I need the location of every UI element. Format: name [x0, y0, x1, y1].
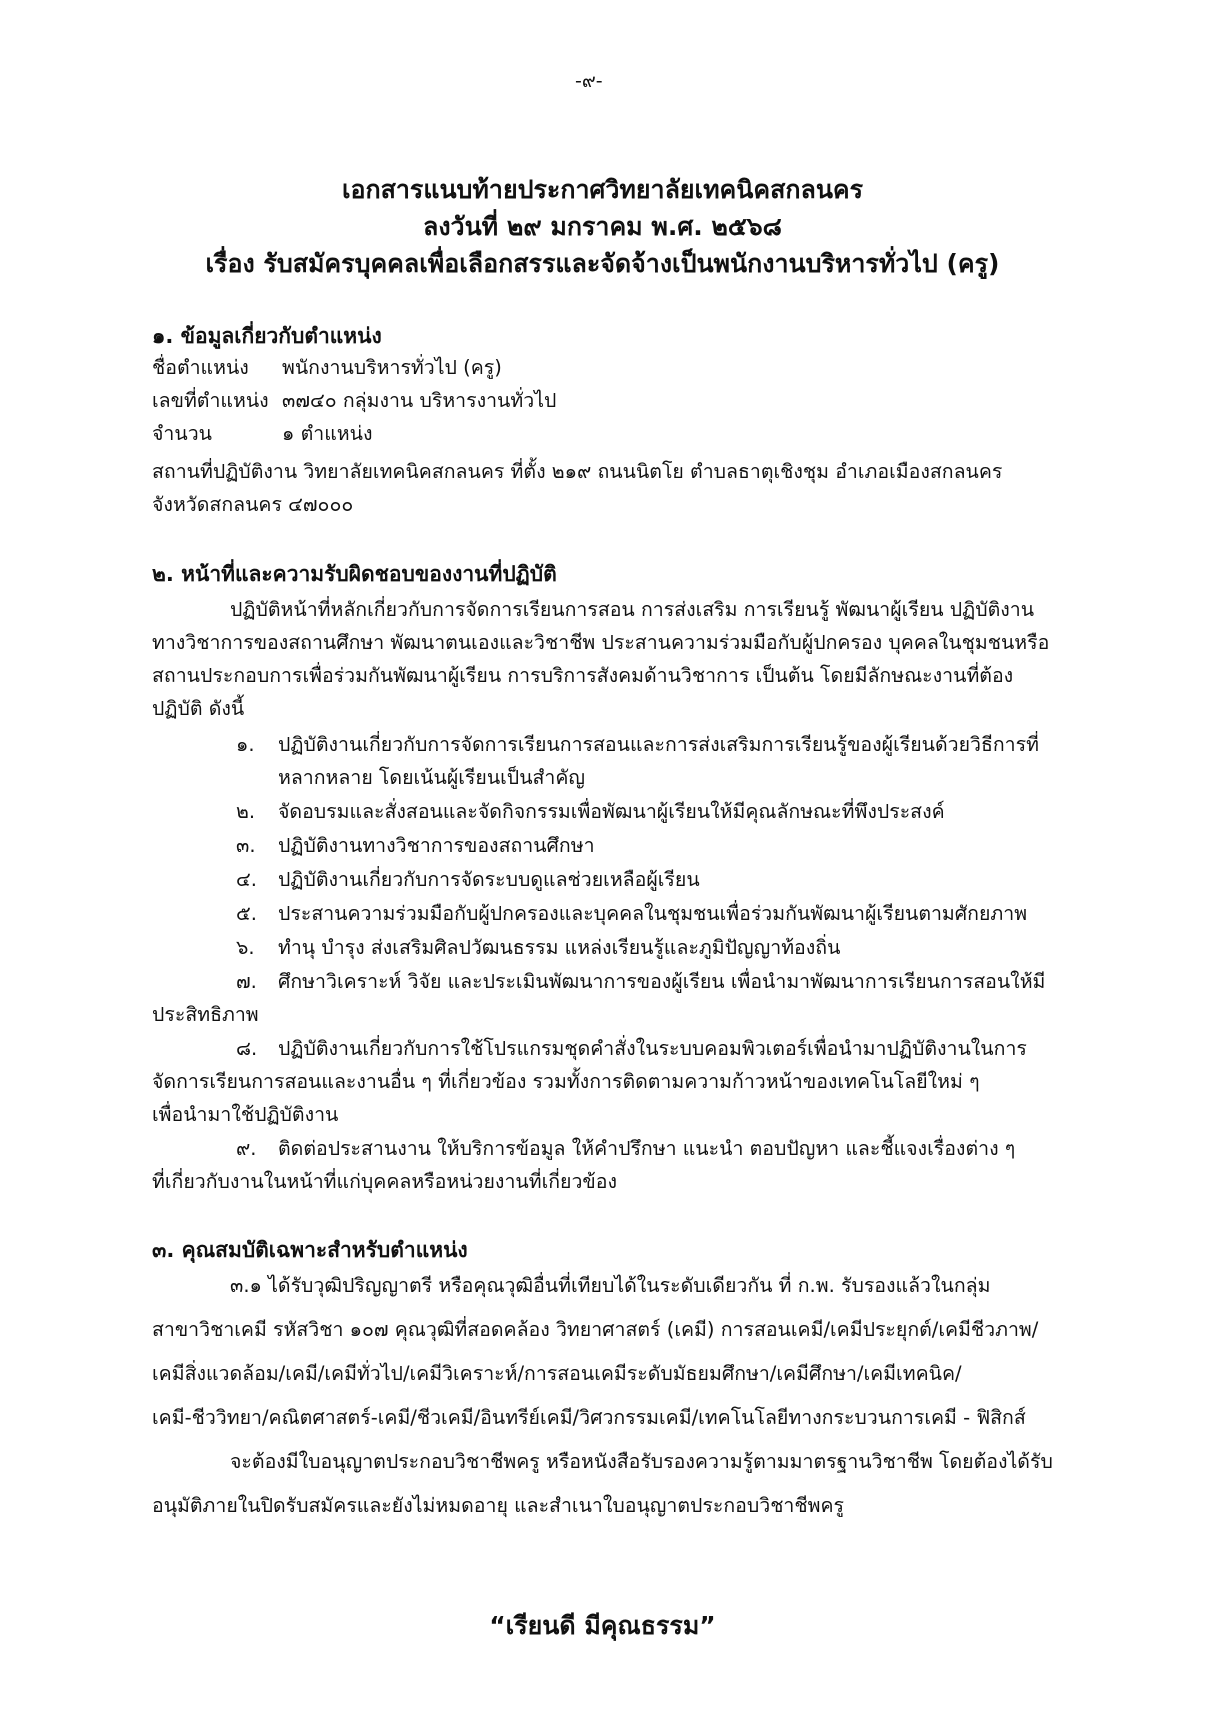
qualification-line-3: เคมีสิ่งแวดล้อม/เคมี/เคมีทั่วไป/เคมีวิเคราะห์/การสอนเคมีระดับมัธยมศึกษา/เคมีศึกษา/เคมีเทคนิค/: [152, 1362, 962, 1385]
duty-item-8-continuation-1: จัดการเรียนการสอนและงานอื่น ๆ ที่เกี่ยวข้อง รวมทั้งการติดตามความก้าวหน้าของเทคโนโลยีใหม่ ๆ: [152, 1070, 980, 1093]
duty-item-1-continuation: หลากหลาย โดยเน้นผู้เรียนเป็นสำคัญ: [278, 766, 586, 789]
position-number-label: เลขที่ตำแหน่ง: [152, 389, 269, 412]
title-line-1: เอกสารแนบท้ายประกาศวิทยาลัยเทคนิคสกลนคร: [341, 175, 864, 204]
section2-intro-line-2: ทางวิชาการของสถานศึกษา พัฒนาตนเองและวิชาชีพ ประสานความร่วมมือกับผู้ปกครอง บุคคลในชุมชนหรือ: [152, 631, 1050, 654]
duty-item-8-continuation-2: เพื่อนำมาใช้ปฏิบัติงาน: [152, 1103, 339, 1126]
section2-intro-line-4: ปฏิบัติ ดังนี้: [152, 697, 245, 720]
location-line-1: สถานที่ปฏิบัติงาน วิทยาลัยเทคนิคสกลนคร ที่ตั้ง ๒๑๙ ถนนนิตโย ตำบลธาตุเชิงชุม อำเภอเมืองสกลนคร: [152, 460, 1003, 483]
title-line-3: เรื่อง รับสมัครบุคคลเพื่อเลือกสรรและจัดจ้างเป็นพนักงานบริหารทั่วไป (ครู): [205, 249, 1000, 278]
duty-item-9-text: ติดต่อประสานงาน ให้บริการข้อมูล ให้คำปรึกษา แนะนำ ตอบปัญหา และชี้แจงเรื่องต่าง ๆ: [278, 1137, 1016, 1160]
duty-item-9-continuation: ที่เกี่ยวกับงานในหน้าที่แก่บุคคลหรือหน่วยงานที่เกี่ยวข้อง: [152, 1170, 617, 1193]
position-number-value: ๓๗๔๐ กลุ่มงาน บริหารงานทั่วไป: [282, 389, 557, 412]
section1-heading: ๑. ข้อมูลเกี่ยวกับตำแหน่ง: [152, 324, 382, 348]
duty-item-7-text: ศึกษาวิเคราะห์ วิจัย และประเมินพัฒนาการของผู้เรียน เพื่อนำมาพัฒนาการเรียนการสอนให้มี: [278, 970, 1046, 993]
section2-heading: ๒. หน้าที่และความรับผิดชอบของงานที่ปฏิบัติ: [152, 562, 557, 586]
duty-item-2-text: จัดอบรมและสั่งสอนและจัดกิจกรรมเพื่อพัฒนาผู้เรียนให้มีคุณลักษณะที่พึงประสงค์: [278, 800, 945, 823]
duty-item-6-number: ๖.: [236, 936, 255, 959]
location-line-2: จังหวัดสกลนคร ๔๗๐๐๐: [152, 493, 354, 516]
qualification-line-6: อนุมัติภายในปิดรับสมัครและยังไม่หมดอายุ และสำเนาใบอนุญาตประกอบวิชาชีพครู: [152, 1494, 844, 1517]
qualification-line-2: สาขาวิชาเคมี รหัสวิชา ๑๐๗ คุณวุฒิที่สอดคล้อง วิทยาศาสตร์ (เคมี) การสอนเคมี/เคมีประยุกต์/เคมีชีวภาพ/: [152, 1318, 1039, 1341]
duty-item-5-number: ๕.: [236, 902, 257, 925]
section2-intro-line-1: ปฏิบัติหน้าที่หลักเกี่ยวกับการจัดการเรียนการสอน การส่งเสริม การเรียนรู้ พัฒนาผู้เรียน ปฏิบัติงาน: [230, 598, 1035, 621]
qualification-line-5: จะต้องมีใบอนุญาตประกอบวิชาชีพครู หรือหนังสือรับรองความรู้ตามมาตรฐานวิชาชีพ โดยต้องได้รับ: [230, 1450, 1053, 1473]
duty-item-9-number: ๙.: [236, 1137, 257, 1160]
count-value: ๑ ตำแหน่ง: [282, 422, 373, 445]
duty-item-4-text: ปฏิบัติงานเกี่ยวกับการจัดระบบดูแลช่วยเหลือผู้เรียน: [278, 868, 700, 891]
duty-item-1-text: ปฏิบัติงานเกี่ยวกับการจัดการเรียนการสอนและการส่งเสริมการเรียนรู้ของผู้เรียนด้วยวิธีการที่: [278, 733, 1039, 756]
section2-intro-line-3: สถานประกอบการเพื่อร่วมกันพัฒนาผู้เรียน การบริการสังคมด้านวิชาการ เป็นต้น โดยมีลักษณะงานที่ต้อง: [152, 664, 1014, 687]
page-number: -๙-: [575, 70, 603, 92]
duty-item-5-text: ประสานความร่วมมือกับผู้ปกครองและบุคคลในชุมชนเพื่อร่วมกันพัฒนาผู้เรียนตามศักยภาพ: [278, 902, 1028, 925]
position-value: พนักงานบริหารทั่วไป (ครู): [282, 356, 502, 379]
duty-item-1-number: ๑.: [236, 733, 255, 756]
duty-item-4-number: ๔.: [236, 868, 257, 891]
qualification-line-4: เคมี-ชีววิทยา/คณิตศาสตร์-เคมี/ชีวเคมี/อินทรีย์เคมี/วิศวกรรมเคมี/เทคโนโลยีทางกระบวนการเคมี - ฟิสิกส์: [152, 1406, 1026, 1429]
duty-item-8-text: ปฏิบัติงานเกี่ยวกับการใช้โปรแกรมชุดคำสั่งในระบบคอมพิวเตอร์เพื่อนำมาปฏิบัติงานในการ: [278, 1037, 1027, 1060]
position-label: ชื่อตำแหน่ง: [152, 356, 249, 379]
section3-heading: ๓. คุณสมบัติเฉพาะสำหรับตำแหน่ง: [152, 1238, 468, 1262]
count-label: จำนวน: [152, 422, 212, 445]
duty-item-8-number: ๘.: [236, 1037, 258, 1060]
duty-item-7-number: ๗.: [236, 970, 257, 993]
duty-item-6-text: ทำนุ บำรุง ส่งเสริมศิลปวัฒนธรรม แหล่งเรียนรู้และภูมิปัญญาท้องถิ่น: [278, 936, 841, 959]
footer-motto: “เรียนดี มีคุณธรรม”: [489, 1611, 716, 1640]
duty-item-3-text: ปฏิบัติงานทางวิชาการของสถานศึกษา: [278, 834, 595, 857]
duty-item-2-number: ๒.: [236, 800, 256, 823]
title-line-2: ลงวันที่ ๒๙ มกราคม พ.ศ. ๒๕๖๘: [423, 212, 782, 241]
qualification-line-1: ๓.๑ ได้รับวุฒิปริญญาตรี หรือคุณวุฒิอื่นที่เทียบได้ในระดับเดียวกัน ที่ ก.พ. รับรองแล้วในกลุ่ม: [230, 1274, 991, 1297]
duty-item-7-continuation: ประสิทธิภาพ: [152, 1003, 259, 1026]
duty-item-3-number: ๓.: [236, 834, 256, 857]
